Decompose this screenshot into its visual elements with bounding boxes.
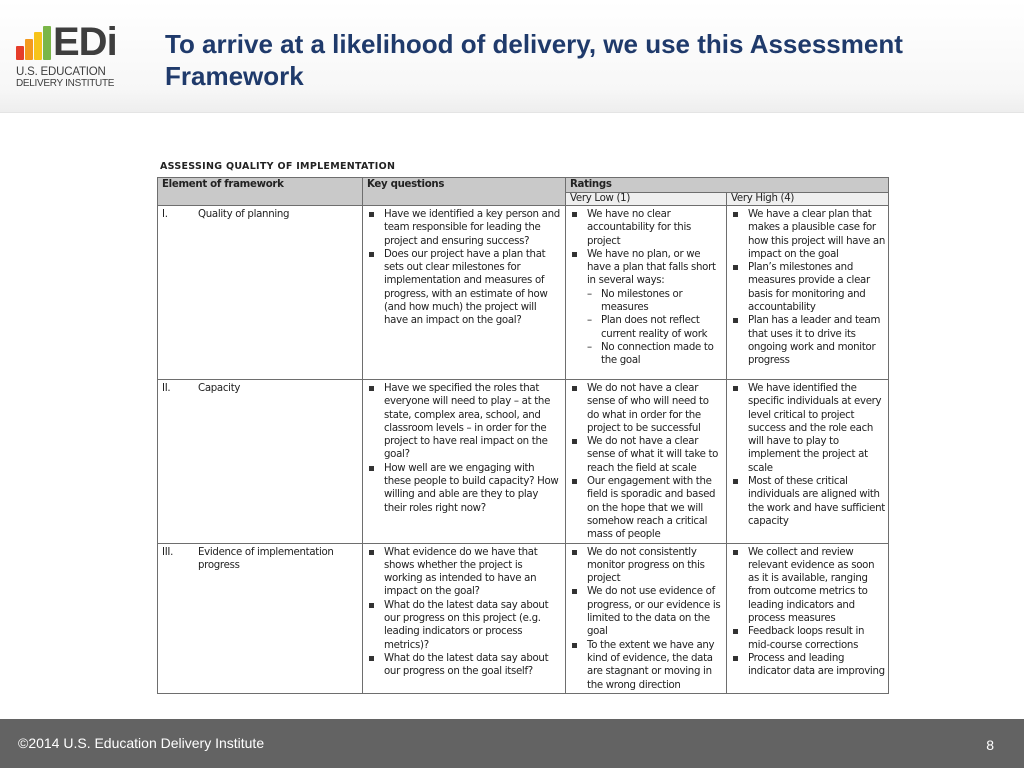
logo-line-1: U.S. EDUCATION [16, 66, 106, 78]
questions-cell [363, 206, 566, 380]
very-low-item: Our engagement with the field is sporadic and based on the hope that we will somehow reach a critical mass of people [569, 475, 723, 541]
very-low-item-list [569, 208, 723, 368]
framework-table [157, 177, 889, 694]
very-low-item: We do not have a clear sense of who will need to do what in order for the project to be successful [569, 382, 723, 435]
very-low-item [569, 248, 723, 368]
copyright-text: ©2014 U.S. Education Delivery Institute [18, 735, 265, 751]
very-high-item: Plan has a leader and team that uses it to drive its ongoing work and monitor progress [730, 314, 885, 367]
element-number: I. [162, 209, 168, 220]
header-row [158, 178, 889, 193]
very-high-item-list [730, 208, 885, 368]
key-question: What do the latest data say about our progress on this project (e.g. leading indicators or process metrics)? [366, 599, 562, 652]
slide-footer [0, 719, 1024, 768]
framework-row [158, 380, 889, 544]
column-header-very-high: Very High (4) [727, 193, 889, 206]
element-name: Evidence of implementation progress [198, 546, 334, 571]
key-question: What do the latest data say about our progress on the goal itself? [366, 652, 562, 679]
very-low-cell [566, 543, 727, 693]
very-high-cell [727, 206, 889, 380]
very-high-cell [727, 543, 889, 693]
column-header-questions: Key questions [363, 178, 566, 206]
very-low-item: We have no clear accountability for this project [569, 208, 723, 248]
column-header-ratings: Ratings [566, 178, 889, 193]
very-low-item: To the extent we have any kind of evidence, the data are stagnant or moving in the wrong direction [569, 639, 723, 692]
very-high-item: Process and leading indicator data are improving [730, 652, 885, 679]
very-low-subitem-list [587, 288, 723, 368]
very-high-item: We collect and review relevant evidence as soon as it is available, ranging from outcome metrics to leading indicators and process measures [730, 546, 885, 626]
very-high-item: Feedback loops result in mid-course corrections [730, 625, 885, 652]
element-name: Capacity [198, 383, 241, 394]
very-high-item: We have identified the specific individuals at every level critical to project success and the role each will have to play to implement the project at scale [730, 382, 885, 475]
very-low-item: We do not use evidence of progress, or our evidence is limited to the data on the goal [569, 585, 723, 638]
very-low-subitem: – No connection made to the goal [587, 341, 723, 368]
column-header-element: Element of framework [158, 178, 363, 206]
page-number: 8 [986, 737, 994, 753]
logo-line-2: DELIVERY INSTITUTE [16, 78, 115, 89]
key-question: How well are we engaging with these people to build capacity? How willing and able are they to play their roles right now? [366, 462, 562, 515]
edi-logo [16, 22, 128, 90]
framework-row [158, 543, 889, 693]
very-low-subitem: – Plan does not reflect current reality of work [587, 314, 723, 341]
very-low-subitem: – No milestones or measures [587, 288, 723, 315]
key-question: What evidence do we have that shows whether the project is working as intended to have an impact on the goal? [366, 546, 562, 599]
key-question-list [366, 546, 562, 679]
very-high-item: Plan’s milestones and measures provide a clear basis for monitoring and accountability [730, 261, 885, 314]
element-cell [158, 380, 363, 544]
very-high-item: Most of these critical individuals are aligned with the work and have sufficient capacity [730, 475, 885, 528]
document-caption: ASSESSING QUALITY OF IMPLEMENTATION [160, 161, 396, 172]
element-cell [158, 206, 363, 380]
very-high-item: We have a clear plan that makes a plausible case for how this project will have an impact on the goal [730, 208, 885, 261]
element-number: II. [162, 383, 171, 394]
framework-document [157, 157, 888, 694]
questions-cell [363, 380, 566, 544]
very-low-item: We do not consistently monitor progress on this project [569, 546, 723, 586]
very-low-item-text: We have no plan, or we have a plan that falls short in several ways: [587, 248, 716, 287]
key-question-list [366, 382, 562, 515]
questions-cell [363, 543, 566, 693]
logo-bars-icon [16, 26, 50, 60]
key-question: Have we identified a key person and team responsible for leading the project and ensuring success? [366, 208, 562, 248]
very-low-item: We do not have a clear sense of what it will take to reach the field at scale [569, 435, 723, 475]
logo-wordmark: EDi [53, 20, 117, 64]
key-question-list [366, 208, 562, 328]
element-cell [158, 543, 363, 693]
slide-title: To arrive at a likelihood of delivery, we use this Assessment Framework [165, 29, 903, 91]
very-low-item-list [569, 382, 723, 542]
very-high-item-list [730, 382, 885, 528]
very-low-item-list [569, 546, 723, 692]
very-low-cell [566, 380, 727, 544]
column-header-very-low: Very Low (1) [566, 193, 727, 206]
key-question: Does our project have a plan that sets out clear milestones for implementation and measures of progress, with an estimate of how (and how much) the project will have an impact on the goal? [366, 248, 562, 328]
slide-header [0, 0, 1024, 113]
framework-row [158, 206, 889, 380]
very-low-cell [566, 206, 727, 380]
very-high-cell [727, 380, 889, 544]
very-high-item-list [730, 546, 885, 679]
element-number: III. [162, 546, 174, 558]
element-name: Quality of planning [198, 209, 290, 220]
key-question: Have we specified the roles that everyone will need to play – at the state, complex area, school, and classroom levels – in order for the project to have real impact on the goal? [366, 382, 562, 462]
